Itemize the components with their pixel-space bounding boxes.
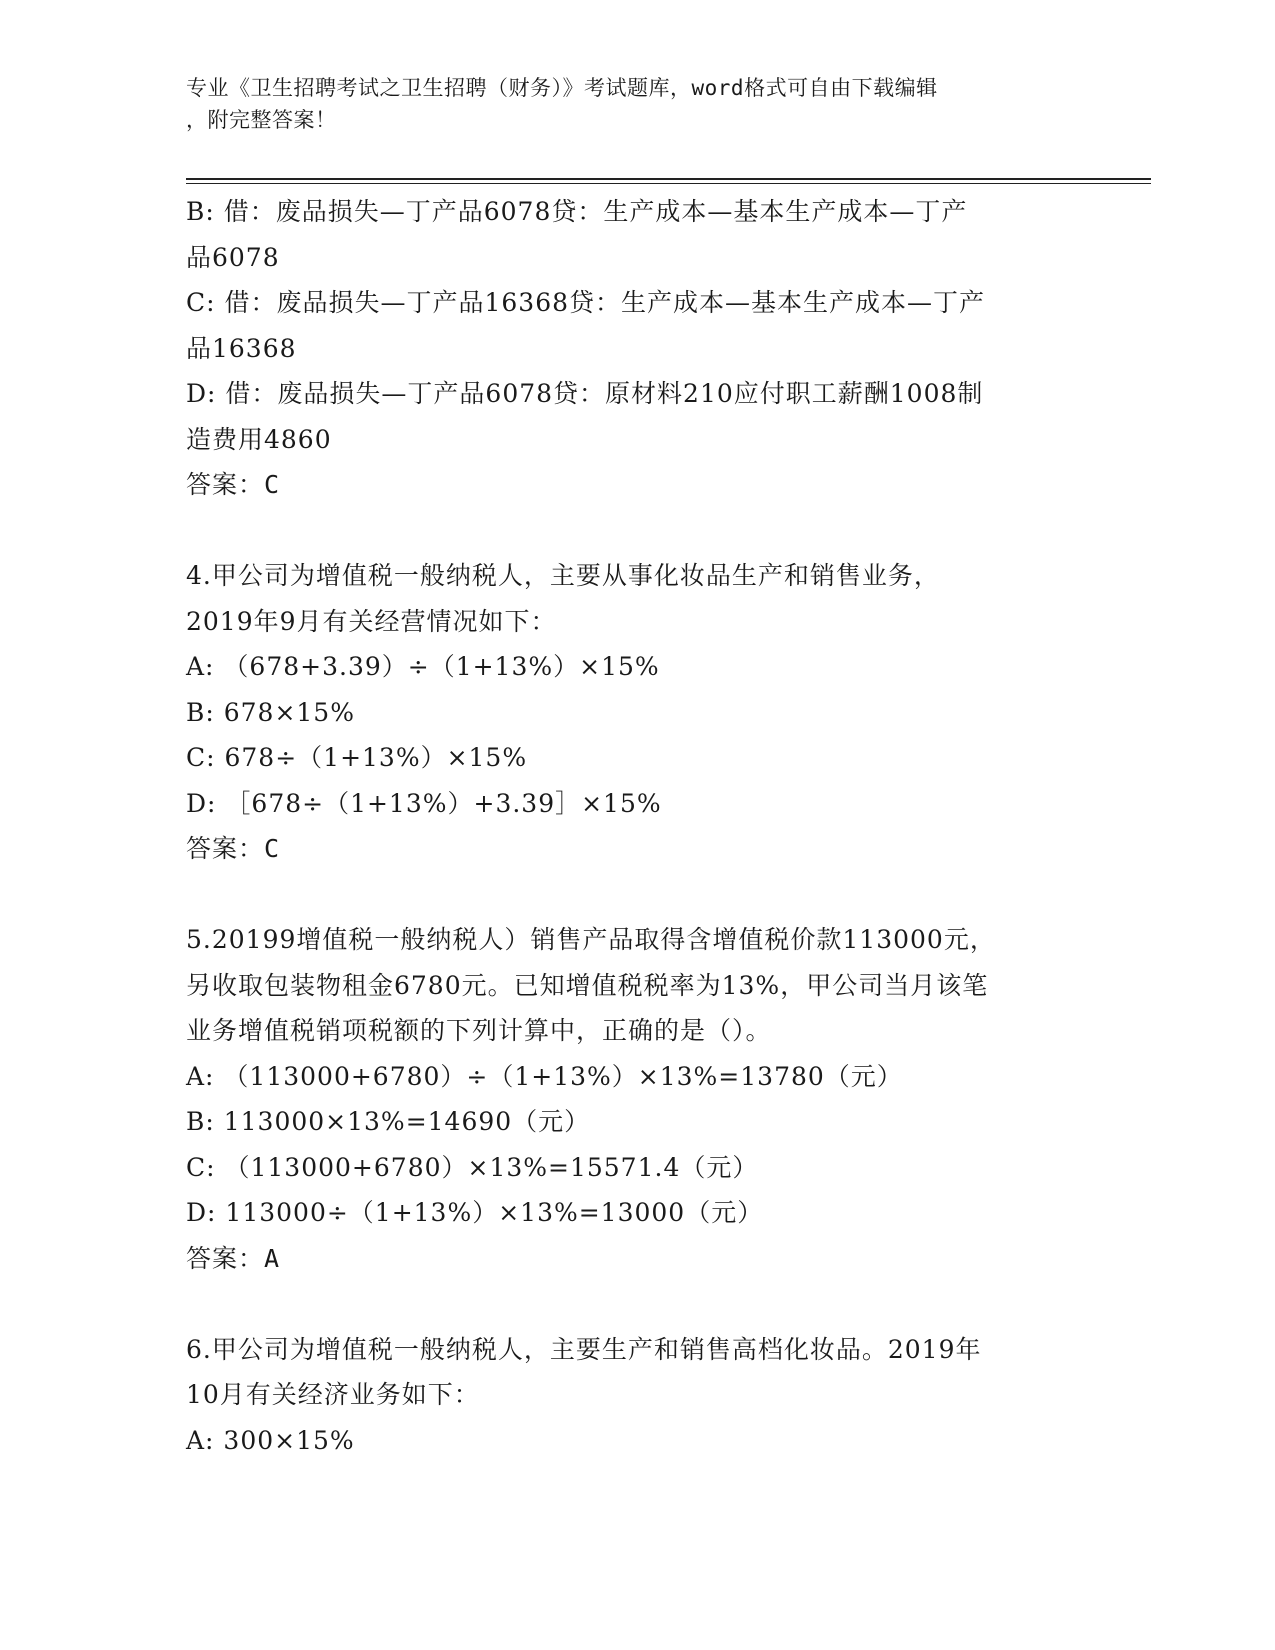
option-c: C: （113000+6780）×13%=15571.4（元）	[186, 1152, 759, 1182]
question-stem-line-2: 10月有关经济业务如下：	[186, 1380, 480, 1409]
question-stem-line-1: 5.20199增值税一般纳税人）销售产品取得含增值税价款113000元，	[186, 925, 996, 954]
answer: 答案：C	[186, 470, 281, 499]
question-5	[186, 917, 1066, 1281]
question-stem-line-3: 业务增值税销项税额的下列计算中，正确的是（）。	[186, 1016, 772, 1045]
question-4	[186, 553, 1066, 872]
option-d-line-1: D: 借：废品损失—丁产品6078贷：原材料210应付职工薪酬1008制	[186, 379, 984, 408]
question-list	[186, 189, 1066, 1463]
option-c: C: 678÷（1+13%）×15%	[186, 743, 528, 772]
option-b: B: 113000×13%=14690（元）	[186, 1107, 591, 1136]
question-stem-line-1: 6.甲公司为增值税一般纳税人，主要生产和销售高档化妆品。2019年	[186, 1334, 982, 1364]
option-b-line-1: B: 借：废品损失—丁产品6078贷：生产成本—基本生产成本—丁产	[186, 197, 968, 226]
option-c-line-1: C: 借：废品损失—丁产品16368贷：生产成本—基本生产成本—丁产	[186, 288, 986, 317]
option-a: A: （113000+6780）÷（1+13%）×13%=13780（元）	[186, 1061, 903, 1091]
answer: 答案：A	[186, 1243, 281, 1273]
header-rule-thin	[186, 183, 1151, 184]
question-stem-line-2: 另收取包装物租金6780元。已知增值税税率为13%，甲公司当月该笔	[186, 970, 989, 1000]
option-d-line-2: 造费用4860	[186, 424, 332, 454]
question-stem-line-1: 4.甲公司为增值税一般纳税人，主要从事化妆品生产和销售业务，	[186, 561, 940, 590]
option-d: D: ［678÷（1+13%）+3.39］×15%	[186, 788, 662, 818]
header-line-2: ，附完整答案！	[186, 108, 337, 132]
option-a: A: 300×15%	[186, 1425, 355, 1455]
spacer	[186, 508, 1066, 554]
option-b-line-2: 品6078	[186, 242, 280, 272]
answer: 答案：C	[186, 834, 281, 863]
spacer	[186, 872, 1066, 918]
header-rule-thick	[186, 178, 1151, 180]
option-c-line-2: 品16368	[186, 333, 297, 363]
option-a: A: （678+3.39）÷（1+13%）×15%	[186, 652, 660, 681]
option-d: D: 113000÷（1+13%）×13%=13000（元）	[186, 1198, 764, 1227]
option-b: B: 678×15%	[186, 697, 355, 727]
question-3	[186, 189, 1066, 508]
header-line-1: 专业《卫生招聘考试之卫生招聘（财务）》考试题库，word格式可自由下载编辑	[186, 76, 938, 100]
document-header	[186, 72, 1066, 136]
question-stem-line-2: 2019年9月有关经营情况如下：	[186, 606, 557, 636]
question-6	[186, 1327, 1066, 1464]
spacer	[186, 1281, 1066, 1327]
